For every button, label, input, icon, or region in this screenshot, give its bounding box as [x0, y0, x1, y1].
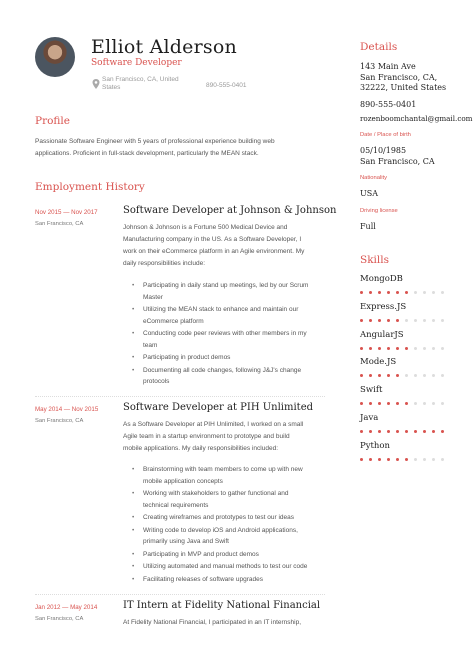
skill-dot: [396, 374, 399, 377]
skill-name: MongoDB: [360, 274, 403, 284]
skill-dot: [423, 458, 426, 461]
skill-dot: [378, 319, 381, 322]
skill-dot: [414, 458, 417, 461]
skill-dot: [405, 347, 408, 350]
skill-dot: [414, 291, 417, 294]
job-bullets: [132, 464, 332, 586]
skill-dot: [441, 319, 444, 322]
job-description: Johnson & Johnson is a Fortune 500 Medical Device and Manufacturing company in the US. As a Software Developer, I work on their eCommerce platform in an Agile environment. My daily responsibilities include:: [123, 224, 305, 267]
skill-dot: [360, 291, 363, 294]
list-item: • Working with stakeholders to gather functional and technical requirements: [132, 488, 332, 511]
skill-dot: [387, 291, 390, 294]
skill-level-dots: [360, 291, 450, 295]
skill-dot: [396, 430, 399, 433]
skill-dot: [378, 458, 381, 461]
job-city: San Francisco, CA: [35, 616, 84, 622]
list-item: • Brainstorming with team members to come up with new mobile application concepts: [132, 464, 332, 487]
skill-dot: [405, 458, 408, 461]
nationality-value: USA: [360, 189, 378, 198]
skill-level-dots: [360, 402, 450, 406]
list-item: • Participating in daily stand up meetings, led by our Scrum Master: [132, 280, 332, 303]
profile-text-line-2: applications. Proficient in full-stack development, particularly the MEAN stack.: [35, 150, 259, 157]
skill-dot: [441, 291, 444, 294]
profile-text-line-1: Passionate Software Engineer with 5 years of professional experience building web: [35, 138, 275, 145]
skill-dot: [441, 458, 444, 461]
list-item: • Participating in MVP and product demos: [132, 549, 332, 561]
skill-dot: [396, 458, 399, 461]
skill-dot: [405, 402, 408, 405]
skill-dot: [360, 458, 363, 461]
skill-dot: [432, 347, 435, 350]
skill-level-dots: [360, 430, 450, 434]
skill-dot: [369, 347, 372, 350]
skill-dot: [423, 430, 426, 433]
skill-dot: [405, 374, 408, 377]
skill-dot: [405, 319, 408, 322]
skill-dot: [360, 319, 363, 322]
job-title: Software Developer at Johnson & Johnson: [123, 205, 337, 216]
skill-dot: [432, 319, 435, 322]
skill-dot: [387, 347, 390, 350]
header-location: San Francisco, CA, United States: [102, 76, 179, 91]
skill-dot: [369, 430, 372, 433]
skill-dot: [378, 374, 381, 377]
list-item: • Utilizing the MEAN stack to enhance and maintain our eCommerce platform: [132, 304, 332, 327]
skill-name: Python: [360, 440, 391, 451]
job-title: IT Intern at Fidelity National Financial: [123, 600, 321, 611]
skill-dot: [369, 374, 372, 377]
skill-dot: [432, 430, 435, 433]
avatar: [35, 37, 75, 77]
skill-dot: [387, 374, 390, 377]
list-item: • Facilitating releases of software upgrades: [132, 574, 332, 586]
skill-dot: [441, 374, 444, 377]
job-description: As a Software Developer at PIH Unlimited, I worked on a small Agile team in a startup environment to prototype and build mobile applications. My daily responsibilities included:: [123, 421, 304, 452]
skill-dot: [396, 319, 399, 322]
skill-dot: [414, 430, 417, 433]
job-title: Software Developer at PIH Unlimited: [123, 402, 314, 413]
list-item: • Documenting all code changes, following J&J's change protocols: [132, 365, 332, 388]
employment-heading: Employment History: [35, 181, 145, 193]
skill-dot: [423, 319, 426, 322]
skill-dot: [441, 430, 444, 433]
skill-level-dots: [360, 347, 450, 351]
skill-dot: [432, 291, 435, 294]
skill-dot: [423, 291, 426, 294]
skill-dot: [387, 458, 390, 461]
dob-value: 05/10/1985 San Francisco, CA: [360, 146, 435, 166]
job-separator: [35, 594, 325, 595]
skill-name: Swift: [360, 385, 383, 396]
skill-dot: [378, 430, 381, 433]
skill-dot: [378, 291, 381, 294]
list-item: • Utilizing automated and manual methods to test our code: [132, 561, 332, 573]
skill-name: Mode.JS: [360, 357, 397, 368]
skill-dot: [369, 291, 372, 294]
skill-level-dots: [360, 458, 450, 462]
skill-dot: [360, 402, 363, 405]
header-phone: 890-555-0401: [206, 82, 247, 89]
profile-heading: Profile: [35, 115, 70, 127]
job-description: At Fidelity National Financial, I participated in an IT internship,: [123, 619, 301, 626]
skill-dot: [396, 347, 399, 350]
skill-dot: [432, 402, 435, 405]
skill-dot: [414, 347, 417, 350]
license-label: Driving license: [360, 208, 398, 214]
skill-dot: [441, 402, 444, 405]
skill-name: AngularJS: [360, 329, 404, 340]
skill-dot: [432, 458, 435, 461]
skill-dot: [414, 374, 417, 377]
details-address: 143 Main Ave San Francisco, CA, 32222, United States: [360, 62, 447, 92]
job-date: Jan 2012 — May 2014: [35, 604, 98, 611]
list-item: • Participating in product demos: [132, 352, 332, 364]
skill-dot: [360, 347, 363, 350]
candidate-role: Software Developer: [91, 58, 182, 68]
skill-dot: [378, 347, 381, 350]
skill-dot: [414, 402, 417, 405]
skill-dot: [405, 291, 408, 294]
job-date: Nov 2015 — Nov 2017: [35, 209, 98, 216]
skill-dot: [432, 374, 435, 377]
skill-dot: [387, 402, 390, 405]
skill-level-dots: [360, 374, 450, 378]
job-date: May 2014 — Nov 2015: [35, 406, 99, 413]
details-phone: 890-555-0401: [360, 100, 417, 109]
skill-dot: [387, 430, 390, 433]
skill-dot: [369, 319, 372, 322]
details-email[interactable]: rozenboomchantal@gmail.com: [360, 114, 473, 123]
skill-dot: [396, 291, 399, 294]
skill-level-dots: [360, 319, 450, 323]
skill-name: Java: [360, 413, 379, 423]
job-separator: [35, 396, 325, 397]
skill-dot: [441, 347, 444, 350]
skill-name: Express.JS: [360, 301, 407, 312]
skill-dot: [360, 374, 363, 377]
skill-dot: [378, 402, 381, 405]
list-item: • Conducting code peer reviews with other members in my team: [132, 328, 332, 351]
license-value: Full: [360, 222, 376, 231]
skill-dot: [423, 347, 426, 350]
skill-dot: [360, 430, 363, 433]
skill-dot: [369, 402, 372, 405]
skill-dot: [387, 319, 390, 322]
skill-dot: [414, 319, 417, 322]
location-pin-icon: [92, 79, 100, 89]
details-heading: Details: [360, 41, 398, 53]
candidate-name: Elliot Alderson: [91, 36, 237, 58]
skill-dot: [396, 402, 399, 405]
skill-dot: [423, 402, 426, 405]
skill-dot: [405, 430, 408, 433]
list-item: • Writing code to develop iOS and Android applications, primarily using Java and Swift: [132, 525, 332, 548]
list-item: • Creating wireframes and prototypes to test our ideas: [132, 512, 332, 524]
job-bullets: [132, 280, 332, 389]
dob-label: Date / Place of birth: [360, 132, 411, 138]
job-city: San Francisco, CA: [35, 221, 84, 227]
skill-dot: [423, 374, 426, 377]
nationality-label: Nationality: [360, 175, 388, 181]
skill-dot: [369, 458, 372, 461]
skills-heading: Skills: [360, 254, 390, 266]
job-city: San Francisco, CA: [35, 418, 84, 424]
